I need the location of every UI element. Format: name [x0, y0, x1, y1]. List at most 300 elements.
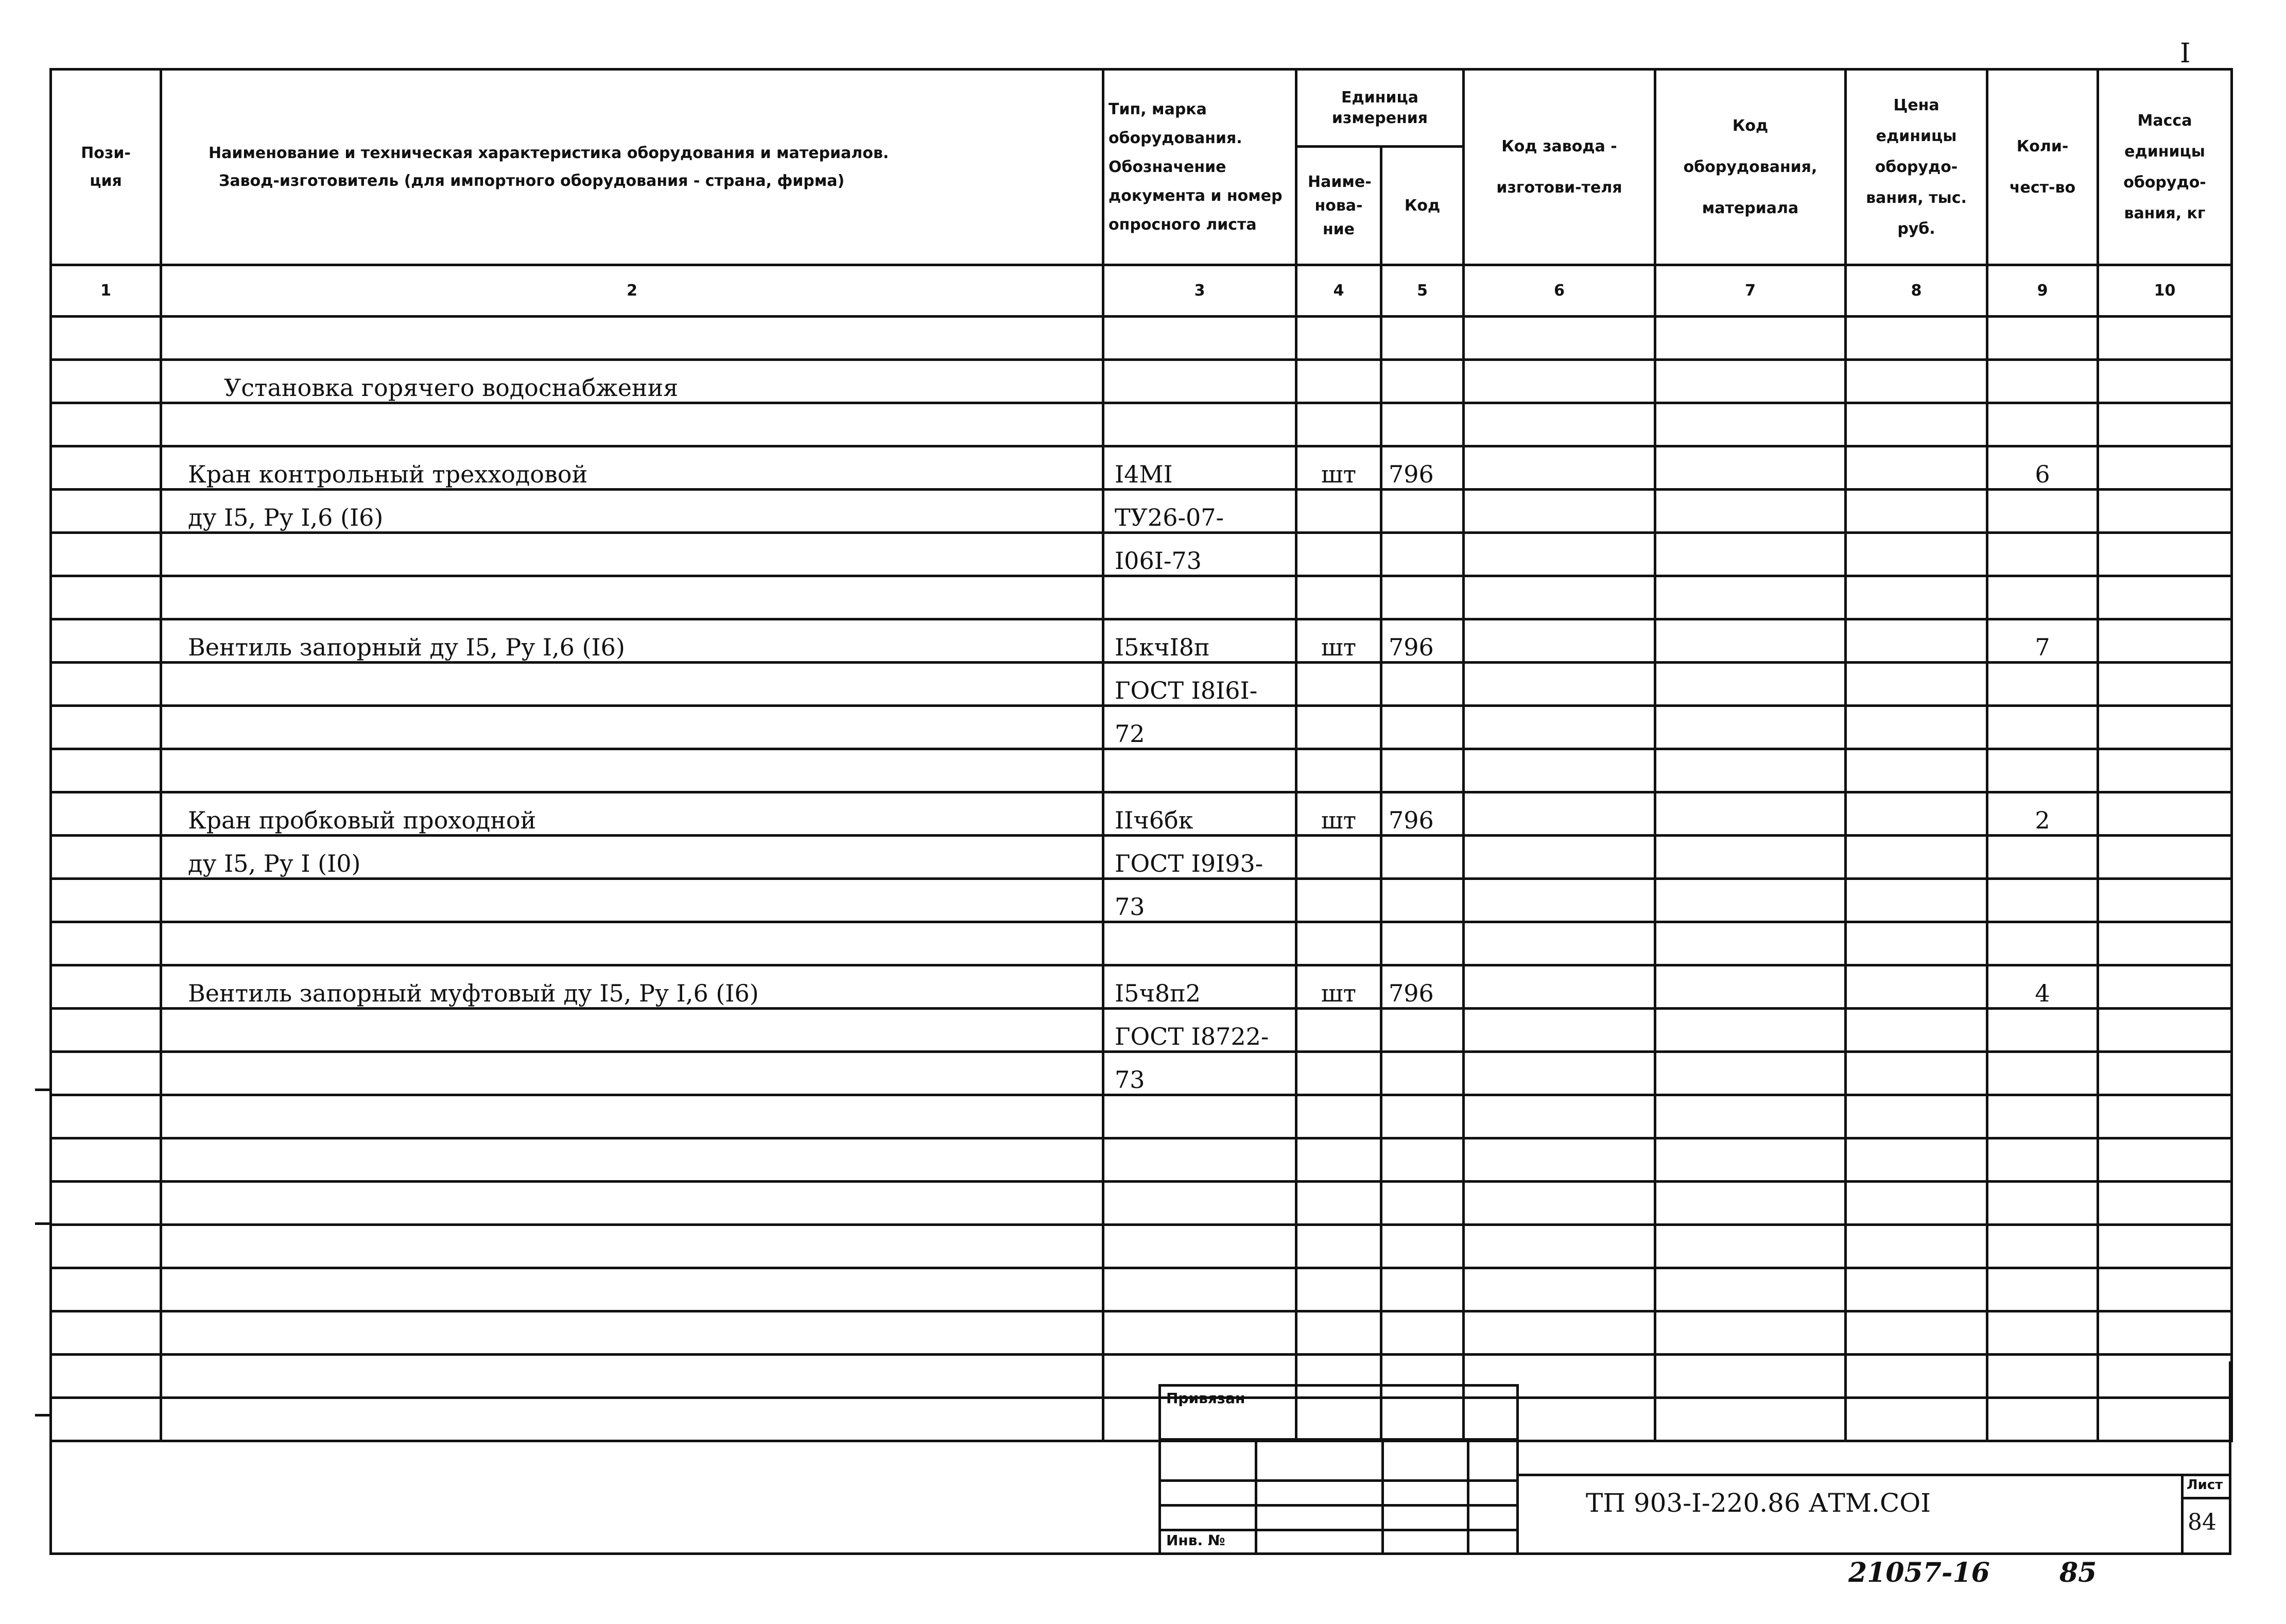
cell-c9: [1987, 360, 2098, 403]
cell-c3: IIч6бк: [1103, 792, 1296, 836]
cell-c1: [51, 317, 161, 360]
cell-c1: [51, 922, 161, 965]
cell-c5: [1381, 360, 1464, 403]
cell-c8: [1846, 446, 1987, 490]
cell-c3: [1103, 749, 1296, 792]
cell-c8: [1846, 1311, 1987, 1355]
table-row: [51, 922, 2232, 965]
cell-c8: [1846, 663, 1987, 706]
cell-c9: [1987, 1182, 2098, 1225]
cell-c7: [1655, 1268, 1846, 1311]
cell-c7: [1655, 965, 1846, 1009]
cell-c2: [161, 403, 1103, 446]
cell-c3: 73: [1103, 879, 1296, 922]
table-row: [51, 836, 2232, 879]
cell-c6: [1464, 1095, 1655, 1138]
cell-c9: 2: [1987, 792, 2098, 836]
cell-c7: [1655, 576, 1846, 619]
cell-c2: Установка горячего водоснабжения: [161, 360, 1103, 403]
cell-c10: [2098, 1225, 2232, 1268]
cell-c2: [161, 1095, 1103, 1138]
cell-c7: [1655, 619, 1846, 663]
cell-c2: [161, 1052, 1103, 1095]
cell-c2: [161, 663, 1103, 706]
cell-c7: [1655, 792, 1846, 836]
cell-c1: [51, 792, 161, 836]
cell-c5: [1381, 706, 1464, 749]
header-unit-name: Наиме-нова-ние: [1296, 147, 1381, 265]
cell-c8: [1846, 836, 1987, 879]
cell-c1: [51, 576, 161, 619]
cell-c6: [1464, 403, 1655, 446]
cell-c5: 796: [1381, 446, 1464, 490]
sheet-label: Лист: [2187, 1477, 2223, 1493]
cell-c2: [161, 1009, 1103, 1052]
cell-c3: [1103, 1182, 1296, 1225]
table-row: [51, 965, 2232, 1009]
table-row: [51, 490, 2232, 533]
table-row: [51, 879, 2232, 922]
cell-c2: ду I5, Ру I,6 (I6): [161, 490, 1103, 533]
cell-c9: [1987, 663, 2098, 706]
cell-c3: ГОСТ I8I6I-: [1103, 663, 1296, 706]
header-name-line2: Завод-изготовитель (для импортного оборудования - страна, фирма): [219, 171, 845, 190]
cell-c4: [1296, 749, 1381, 792]
cell-c6: [1464, 1009, 1655, 1052]
table-row: [51, 1225, 2232, 1268]
cell-c7: [1655, 403, 1846, 446]
cell-c5: [1381, 879, 1464, 922]
cell-c2: Вентиль запорный муфтовый ду I5, Ру I,6 (I6): [161, 965, 1103, 1009]
cell-c3: I5ч8п2: [1103, 965, 1296, 1009]
table-row: [51, 1182, 2232, 1225]
cell-c2: [161, 533, 1103, 576]
header-unit-group: [1296, 70, 1464, 147]
cell-c6: [1464, 446, 1655, 490]
cell-c8: [1846, 965, 1987, 1009]
cell-c4: шт: [1296, 446, 1381, 490]
cell-c6: [1464, 619, 1655, 663]
column-number: 4: [1296, 265, 1381, 317]
cell-c3: [1103, 576, 1296, 619]
cell-c8: [1846, 360, 1987, 403]
column-number: 10: [2098, 265, 2232, 317]
cell-c1: [51, 1225, 161, 1268]
table-row: [51, 749, 2232, 792]
column-number: 9: [1987, 265, 2098, 317]
cell-c4: [1296, 1268, 1381, 1311]
cell-c8: [1846, 1225, 1987, 1268]
cell-c1: [51, 1052, 161, 1095]
cell-c6: [1464, 1268, 1655, 1311]
cell-c8: [1846, 1095, 1987, 1138]
cell-c6: [1464, 663, 1655, 706]
cell-c5: [1381, 1052, 1464, 1095]
cell-c5: [1381, 1095, 1464, 1138]
header-unit-mass: Масса единицы оборудо-вания, кг: [2098, 70, 2232, 265]
cell-c9: 6: [1987, 446, 2098, 490]
cell-c3: 72: [1103, 706, 1296, 749]
cell-c1: [51, 1138, 161, 1182]
cell-c2: Вентиль запорный ду I5, Ру I,6 (I6): [161, 619, 1103, 663]
cell-c1: [51, 965, 161, 1009]
cell-c2: Кран контрольный трехходовой: [161, 446, 1103, 490]
cell-c4: [1296, 317, 1381, 360]
cell-c5: [1381, 749, 1464, 792]
cell-c3: I4МI: [1103, 446, 1296, 490]
cell-c4: [1296, 576, 1381, 619]
cell-c4: [1296, 1095, 1381, 1138]
column-number: 2: [161, 265, 1103, 317]
cell-c9: [1987, 749, 2098, 792]
cell-c3: I06I-73: [1103, 533, 1296, 576]
cell-c1: [51, 619, 161, 663]
margin-tick: [35, 1414, 50, 1416]
table-row: [51, 706, 2232, 749]
linked-label: Привязан: [1166, 1390, 1245, 1407]
cell-c3: [1103, 1268, 1296, 1311]
cell-c1: [51, 533, 161, 576]
margin-tick: [35, 1222, 50, 1225]
cell-c2: [161, 317, 1103, 360]
cell-c10: [2098, 1095, 2232, 1138]
column-number: 7: [1655, 265, 1846, 317]
cell-c10: [2098, 1052, 2232, 1095]
cell-c8: [1846, 576, 1987, 619]
cell-c2: [161, 1182, 1103, 1225]
cell-c4: [1296, 706, 1381, 749]
cell-c10: [2098, 1268, 2232, 1311]
cell-c4: [1296, 1311, 1381, 1355]
cell-c1: [51, 403, 161, 446]
cell-c1: [51, 836, 161, 879]
cell-c8: [1846, 533, 1987, 576]
header-type: Тип, марка оборудования. Обозначение документа и номер опросного листа: [1103, 70, 1296, 265]
cell-c5: [1381, 1009, 1464, 1052]
cell-c10: [2098, 446, 2232, 490]
cell-c8: [1846, 619, 1987, 663]
cell-c5: 796: [1381, 619, 1464, 663]
cell-c3: [1103, 403, 1296, 446]
cell-c4: [1296, 360, 1381, 403]
table-row: [51, 1009, 2232, 1052]
cell-c3: ГОСТ I9I93-: [1103, 836, 1296, 879]
page-number: 85: [2059, 1557, 2097, 1588]
cell-c7: [1655, 446, 1846, 490]
cell-c4: [1296, 1052, 1381, 1095]
cell-c10: [2098, 706, 2232, 749]
cell-c8: [1846, 317, 1987, 360]
cell-c6: [1464, 1225, 1655, 1268]
column-number: 3: [1103, 265, 1296, 317]
cell-c2: [161, 1311, 1103, 1355]
cell-c6: [1464, 706, 1655, 749]
cell-c5: 796: [1381, 965, 1464, 1009]
header-factory-code: Код завода - изготови-теля: [1464, 70, 1655, 265]
cell-c8: [1846, 749, 1987, 792]
cell-c4: [1296, 663, 1381, 706]
cell-c10: [2098, 836, 2232, 879]
cell-c7: [1655, 663, 1846, 706]
cell-c9: [1987, 533, 2098, 576]
cell-c9: 7: [1987, 619, 2098, 663]
cell-c8: [1846, 403, 1987, 446]
cell-c9: [1987, 706, 2098, 749]
cell-c9: [1987, 1311, 2098, 1355]
cell-c7: [1655, 317, 1846, 360]
cell-c4: [1296, 490, 1381, 533]
table-row: [51, 576, 2232, 619]
cell-c5: [1381, 922, 1464, 965]
cell-c5: [1381, 836, 1464, 879]
cell-c4: шт: [1296, 965, 1381, 1009]
cell-c7: [1655, 490, 1846, 533]
cell-c7: [1655, 1095, 1846, 1138]
cell-c9: [1987, 317, 2098, 360]
cell-c9: [1987, 836, 2098, 879]
cell-c8: [1846, 490, 1987, 533]
cell-c3: [1103, 1225, 1296, 1268]
cell-c4: [1296, 879, 1381, 922]
cell-c1: [51, 1268, 161, 1311]
cell-c2: [161, 576, 1103, 619]
cell-c10: [2098, 1138, 2232, 1182]
inventory-number-label: Инв. №: [1166, 1532, 1225, 1549]
cell-c10: [2098, 1182, 2232, 1225]
cell-c7: [1655, 1052, 1846, 1095]
table-row: [51, 1311, 2232, 1355]
table-row: [51, 1052, 2232, 1095]
cell-c8: [1846, 1268, 1987, 1311]
cell-c9: [1987, 1095, 2098, 1138]
cell-c1: [51, 749, 161, 792]
cell-c4: [1296, 533, 1381, 576]
cell-c10: [2098, 317, 2232, 360]
cell-c1: [51, 879, 161, 922]
cell-c6: [1464, 749, 1655, 792]
table-row: [51, 1268, 2232, 1311]
cell-c1: [51, 1311, 161, 1355]
table-row: [51, 317, 2232, 360]
sheet-box: [2181, 1474, 2231, 1555]
cell-c10: [2098, 533, 2232, 576]
cell-c7: [1655, 1138, 1846, 1182]
header-equipment-code: Код оборудования, материала: [1655, 70, 1846, 265]
cell-c7: [1655, 1225, 1846, 1268]
cell-c3: ТУ26-07-: [1103, 490, 1296, 533]
cell-c9: [1987, 922, 2098, 965]
header-name-line1: Наименование и техническая характеристика оборудования и материалов.: [209, 144, 889, 162]
cell-c2: [161, 749, 1103, 792]
cell-c9: [1987, 1225, 2098, 1268]
cell-c8: [1846, 879, 1987, 922]
header-unit-price: Цена единицы оборудо-вания, тыс. руб.: [1846, 70, 1987, 265]
cell-c3: [1103, 922, 1296, 965]
table-row: [51, 792, 2232, 836]
table-row: [51, 360, 2232, 403]
cell-c6: [1464, 1182, 1655, 1225]
title-block-frame: [49, 1361, 2231, 1555]
header-name: [161, 70, 1103, 265]
table-row: [51, 403, 2232, 446]
cell-c6: [1464, 836, 1655, 879]
cell-c9: [1987, 403, 2098, 446]
cell-c4: [1296, 1009, 1381, 1052]
cell-c9: [1987, 1138, 2098, 1182]
cell-c3: [1103, 317, 1296, 360]
cell-c8: [1846, 922, 1987, 965]
column-number: 1: [51, 265, 161, 317]
cell-c8: [1846, 1009, 1987, 1052]
cell-c9: [1987, 1009, 2098, 1052]
cell-c3: ГОСТ I8722-: [1103, 1009, 1296, 1052]
cell-c3: 73: [1103, 1052, 1296, 1095]
cell-c4: [1296, 836, 1381, 879]
cell-c2: [161, 1268, 1103, 1311]
cell-c6: [1464, 490, 1655, 533]
cell-c6: [1464, 922, 1655, 965]
cell-c6: [1464, 1052, 1655, 1095]
cell-c5: [1381, 1311, 1464, 1355]
cell-c10: [2098, 360, 2232, 403]
cell-c7: [1655, 706, 1846, 749]
cell-c10: [2098, 749, 2232, 792]
cell-c2: [161, 1225, 1103, 1268]
cell-c2: [161, 706, 1103, 749]
cell-c5: [1381, 317, 1464, 360]
cell-c3: [1103, 1095, 1296, 1138]
header-unit-group-label: Единица измерения: [1331, 88, 1428, 127]
linked-block: [1158, 1384, 1519, 1555]
cell-c6: [1464, 1138, 1655, 1182]
cell-c5: [1381, 1225, 1464, 1268]
cell-c2: ду I5, Ру I (I0): [161, 836, 1103, 879]
cell-c10: [2098, 1009, 2232, 1052]
cell-c6: [1464, 360, 1655, 403]
cell-c5: 796: [1381, 792, 1464, 836]
cell-c6: [1464, 1311, 1655, 1355]
cell-c7: [1655, 1311, 1846, 1355]
corner-mark: I: [2180, 38, 2191, 69]
cell-c6: [1464, 533, 1655, 576]
header-position: Пози- ция: [51, 70, 161, 265]
cell-c1: [51, 706, 161, 749]
cell-c8: [1846, 1052, 1987, 1095]
header-quantity: Коли-чест-во: [1987, 70, 2098, 265]
column-number: 5: [1381, 265, 1464, 317]
cell-c7: [1655, 1009, 1846, 1052]
cell-c8: [1846, 706, 1987, 749]
cell-c5: [1381, 490, 1464, 533]
cell-c10: [2098, 1311, 2232, 1355]
cell-c2: Кран пробковый проходной: [161, 792, 1103, 836]
column-number: 6: [1464, 265, 1655, 317]
table-row: [51, 663, 2232, 706]
specification-table: [49, 68, 2233, 1442]
cell-c7: [1655, 879, 1846, 922]
cell-c1: [51, 663, 161, 706]
cell-c5: [1381, 1138, 1464, 1182]
cell-c5: [1381, 403, 1464, 446]
cell-c9: [1987, 1052, 2098, 1095]
cell-c7: [1655, 836, 1846, 879]
table-row: [51, 533, 2232, 576]
cell-c1: [51, 1009, 161, 1052]
cell-c4: [1296, 1225, 1381, 1268]
cell-c10: [2098, 792, 2232, 836]
cell-c6: [1464, 792, 1655, 836]
table-row: [51, 1095, 2232, 1138]
archive-number: 21057-16: [1848, 1557, 1990, 1588]
cell-c1: [51, 490, 161, 533]
cell-c2: [161, 1138, 1103, 1182]
cell-c6: [1464, 965, 1655, 1009]
cell-c3: I5кчI8п: [1103, 619, 1296, 663]
cell-c1: [51, 1182, 161, 1225]
cell-c10: [2098, 403, 2232, 446]
cell-c10: [2098, 965, 2232, 1009]
cell-c4: [1296, 922, 1381, 965]
sheet-number: 84: [2188, 1509, 2216, 1535]
cell-c10: [2098, 922, 2232, 965]
column-number: 8: [1846, 265, 1987, 317]
cell-c2: [161, 922, 1103, 965]
cell-c10: [2098, 663, 2232, 706]
cell-c7: [1655, 360, 1846, 403]
cell-c7: [1655, 922, 1846, 965]
margin-tick: [35, 1089, 50, 1091]
cell-c4: шт: [1296, 792, 1381, 836]
cell-c5: [1381, 663, 1464, 706]
cell-c4: [1296, 1182, 1381, 1225]
cell-c10: [2098, 576, 2232, 619]
cell-c6: [1464, 879, 1655, 922]
table-row: [51, 446, 2232, 490]
cell-c5: [1381, 1182, 1464, 1225]
cell-c7: [1655, 749, 1846, 792]
cell-c7: [1655, 533, 1846, 576]
table-row: [51, 619, 2232, 663]
cell-c1: [51, 446, 161, 490]
document-designation: ТП 903-I-220.86 АТМ.СОI: [1586, 1488, 1931, 1518]
cell-c10: [2098, 619, 2232, 663]
cell-c7: [1655, 1182, 1846, 1225]
cell-c8: [1846, 792, 1987, 836]
cell-c4: [1296, 1138, 1381, 1182]
cell-c5: [1381, 576, 1464, 619]
cell-c9: [1987, 1268, 2098, 1311]
cell-c2: [161, 879, 1103, 922]
cell-c3: [1103, 1311, 1296, 1355]
cell-c5: [1381, 1268, 1464, 1311]
cell-c1: [51, 360, 161, 403]
cell-c1: [51, 1095, 161, 1138]
cell-c8: [1846, 1138, 1987, 1182]
cell-c4: [1296, 403, 1381, 446]
cell-c8: [1846, 1182, 1987, 1225]
table-row: [51, 1138, 2232, 1182]
cell-c3: [1103, 1138, 1296, 1182]
cell-c5: [1381, 533, 1464, 576]
cell-c9: [1987, 490, 2098, 533]
cell-c6: [1464, 317, 1655, 360]
cell-c9: 4: [1987, 965, 2098, 1009]
cell-c9: [1987, 879, 2098, 922]
cell-c4: шт: [1296, 619, 1381, 663]
cell-c3: [1103, 360, 1296, 403]
cell-c6: [1464, 576, 1655, 619]
header-unit-code: Код: [1381, 147, 1464, 265]
